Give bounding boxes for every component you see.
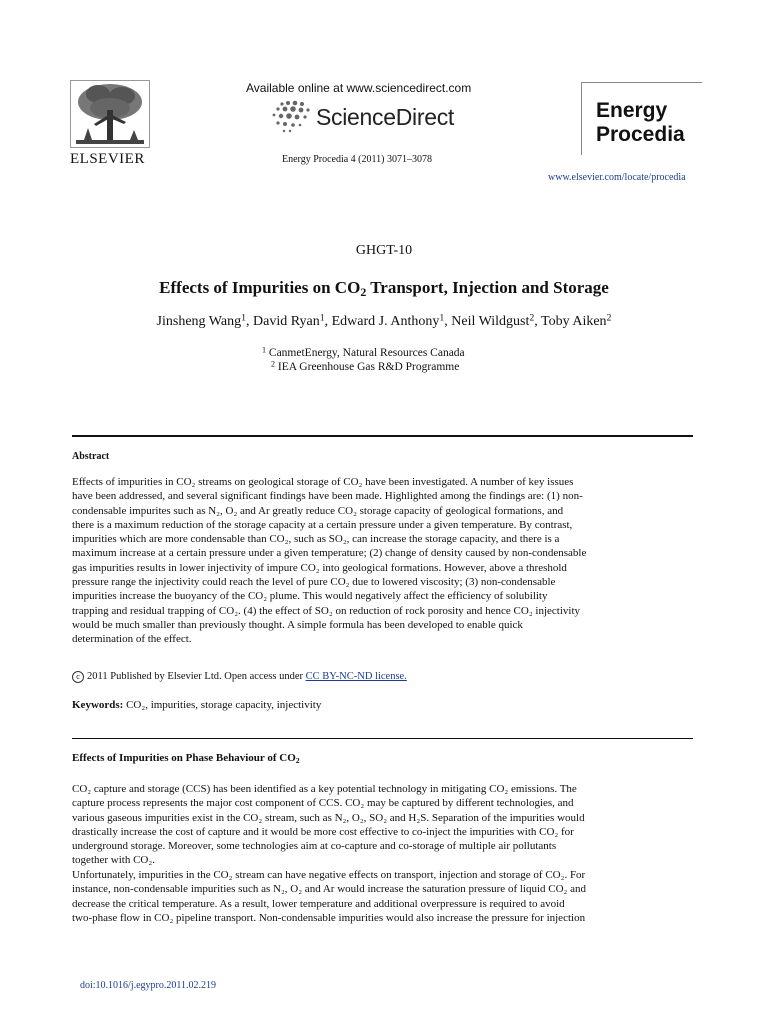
affiliation (262, 360, 465, 374)
publisher-name: ELSEVIER (70, 151, 145, 167)
author-affiliation-mark: 1 (241, 312, 246, 324)
body-line: underground storage. Moreover, some technologies aim at co-capture and co-storage of multiple air pollutants (72, 840, 557, 853)
author-affiliation-mark: 2 (606, 312, 612, 324)
abstract-line: maximum increase at a certain pressure under a given temperature; (2) change of density caused by non-condensable (72, 547, 587, 560)
affiliations (262, 346, 465, 374)
journal-citation: Energy Procedia 4 (2011) 3071–3078 (282, 154, 432, 165)
abstract-line: impurities which are more condensable than CO₂, such as SO₂, can increase the storage capacity, and there is a (72, 533, 560, 546)
journal-title-line1: Energy (596, 99, 668, 122)
copyright-icon: c (72, 671, 84, 683)
affiliation-text: CanmetEnergy, Natural Resources Canada (268, 347, 465, 359)
author-affiliation-mark: 1 (439, 312, 445, 324)
affiliation-text: IEA Greenhouse Gas R&D Programme (277, 361, 460, 373)
license-statement (72, 671, 407, 683)
section-heading-subscript: 2 (295, 755, 300, 765)
divider (72, 738, 693, 739)
body-line: two-phase flow in CO₂ pipeline transport. Non-condensable impurities would also increase the pressure for injection (72, 911, 586, 924)
author-list: Jinsheng Wang$^1$, David Ryan$^1$, Edward J. Anthony$^1$, Neil Wildgust$^2$, Toby Aiken$^2$ (156, 312, 612, 329)
abstract-line: Effects of impurities in CO₂ streams on geological storage of CO₂ have been investigated. A number of key issues (72, 476, 574, 488)
abstract-line: condensable impurites such as N₂, O₂ and Ar greatly reduce CO₂ storage capacity of geological formations, and (72, 504, 564, 517)
abstract-line: have been addressed, and several significant findings have been made. Highlighted among the findings are: (1) non- (72, 490, 583, 503)
author: Edward J. Anthony (331, 314, 440, 329)
author-affiliation-mark: 2 (529, 312, 535, 324)
paper-title (0, 278, 768, 298)
author: Neil Wildgust (451, 314, 530, 329)
keywords (72, 699, 321, 711)
abstract-body (72, 475, 693, 647)
open-access-text: Open access under (221, 671, 306, 682)
abstract-line: there is a maximum reduction of the storage capacity at a certain pressure under a given temperature. By contrast, (72, 518, 573, 531)
journal-title (596, 99, 685, 147)
title-part1: Effects of Impurities on CO (159, 278, 361, 297)
sciencedirect-name: ScienceDirect (316, 104, 454, 130)
journal-url-link[interactable]: www.elsevier.com/locate/procedia (548, 172, 686, 183)
body-line: drastically increase the cost of capture and it would be more cost effective to co-inject the impurities with CO₂ for (72, 825, 574, 838)
abstract-line: determination of the effect. (72, 633, 192, 646)
affiliation-number: 2 (271, 359, 276, 369)
divider (72, 435, 693, 437)
license-link[interactable]: CC BY-NC-ND license. (305, 671, 407, 682)
journal-title-line2: Procedia (596, 123, 685, 146)
abstract-line: would be much smaller than previously thought. A simple formula has been developed to enable quick (72, 618, 523, 631)
author-affiliation-mark: 1 (319, 312, 325, 324)
body-line: decrease the critical temperature. As a result, lower temperature and additional overpressure is required to avoid (72, 897, 565, 910)
body-line: capture process represents the major cost component of CCS. CO₂ may be captured by different technologies, and (72, 797, 574, 810)
body-line: various gaseous impurities exist in the CO₂ stream, such as N₂, O₂, SO₂ and H₂S. Separation of the impurities would (72, 811, 585, 824)
body-line: instance, non-condensable impurities such as N₂, O₂ and Ar would increase the saturation pressure of liquid CO₂ and (72, 883, 587, 896)
license-text: 2011 Published by Elsevier Ltd. (87, 671, 222, 682)
abstract-line: pressure range the injectivity could reach the level of pure CO₂ due to lowered viscosity; (3) non-condensable (72, 576, 556, 589)
body-line: together with CO₂. (72, 854, 155, 867)
available-online-text: Available online at www.sciencedirect.com (246, 81, 472, 95)
abstract-line: gas impurities results in lower injectivity of impure CO₂ into geological formations. However, above a threshold (72, 561, 567, 574)
abstract-line: trapping and residual trapping of CO₂. (4) the effect of SO₂ on reduction of rock porosity and hence CO₂ injectivity (72, 604, 581, 617)
section-heading (72, 752, 300, 764)
affiliation-number: 1 (262, 345, 267, 355)
section-paragraph-1 (72, 782, 693, 868)
body-line: Unfortunately, impurities in the CO₂ stream can have negative effects on transport, injection and storage of CO₂. For (72, 869, 586, 881)
author: David Ryan (253, 314, 320, 329)
keywords-text: CO₂, impurities, storage capacity, injectivity (123, 699, 322, 711)
section-paragraph-2 (72, 868, 693, 925)
section-heading-text: Effects of Impurities on Phase Behaviour of CO (72, 752, 296, 764)
doi-link[interactable]: doi:10.1016/j.egypro.2011.02.219 (80, 980, 217, 991)
title-subscript: 2 (360, 284, 367, 299)
author: Toby Aiken (541, 314, 607, 329)
abstract-heading: Abstract (72, 451, 110, 462)
affiliation (262, 346, 465, 360)
abstract-line: impurities increase the buoyancy of the CO₂ plume. This would negatively affect the efficiency of solubility (72, 590, 548, 603)
conference-name: GHGT-10 (355, 243, 413, 258)
title-part2: Transport, Injection and Storage (366, 278, 609, 297)
body-line: CO₂ capture and storage (CCS) has been identified as a key potential technology in mitigating CO₂ emissions. The (72, 783, 577, 795)
author: Jinsheng Wang (156, 314, 242, 329)
elsevier-tree-logo-icon (70, 80, 150, 148)
keywords-label: Keywords: (72, 699, 124, 711)
